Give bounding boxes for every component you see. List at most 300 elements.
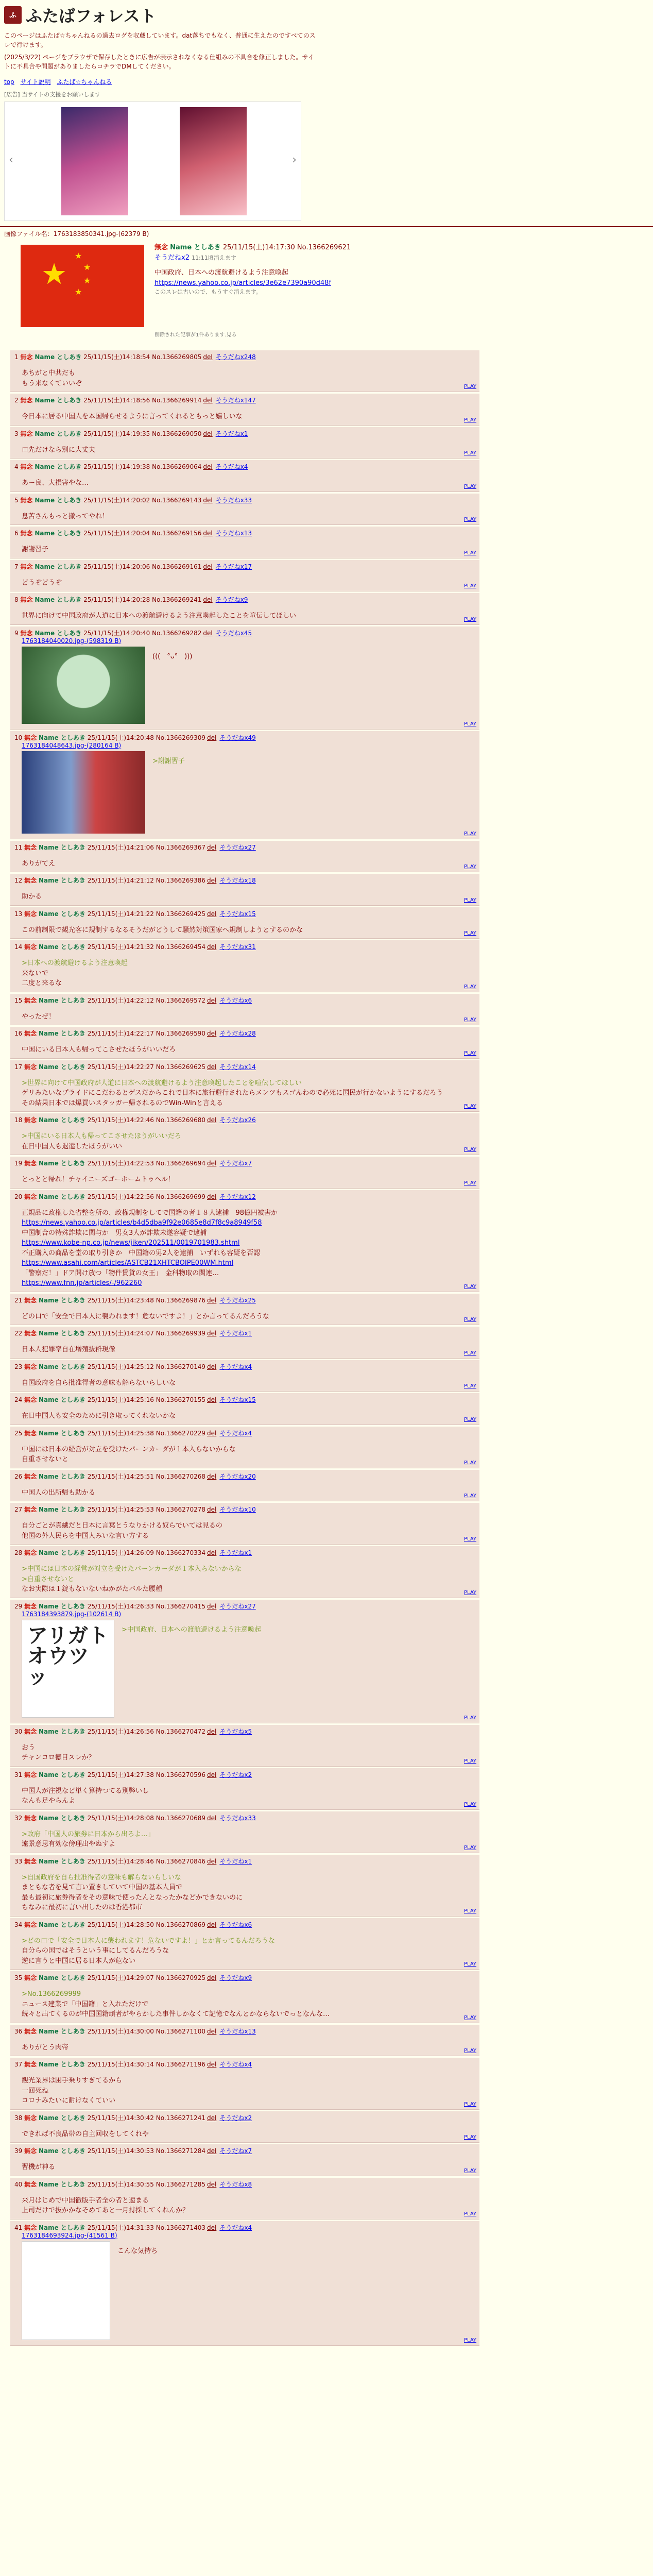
reply-content — [14, 852, 475, 869]
reply-del-link[interactable]: del — [207, 1771, 217, 1778]
reply-date[interactable]: 25/11/15(土)14:22:56 No.1366269699 — [87, 1193, 205, 1200]
reply-sod-link[interactable]: そうだねx28 — [219, 1030, 256, 1037]
reply-date[interactable]: 25/11/15(土)14:27:38 No.1366270596 — [87, 1771, 205, 1778]
reply-thumbnail[interactable] — [22, 2241, 110, 2340]
nav-futaba-link[interactable]: ふたば☆ちゃんねる — [57, 78, 112, 86]
reply-body — [110, 2246, 158, 2257]
reply-play-button[interactable]: PLAY — [463, 1493, 476, 1499]
reply-date[interactable]: 25/11/15(土)14:23:48 No.1366269876 — [87, 1296, 205, 1304]
reply-content — [14, 361, 475, 388]
reply-name: Name としあき — [38, 1771, 85, 1778]
reply-del-link[interactable]: del — [207, 877, 217, 884]
reply-sod-link[interactable]: そうだねx17 — [215, 563, 252, 570]
reply-date[interactable]: 25/11/15(土)14:29:07 No.1366270925 — [87, 1974, 205, 1981]
reply-file-link[interactable]: 1763184048643.jpg-(280164 B) — [22, 741, 122, 749]
reply-play-button[interactable]: PLAY — [463, 721, 476, 727]
reply-del-link[interactable]: del — [207, 943, 217, 951]
site-notice — [4, 31, 318, 71]
ad-carousel[interactable] — [4, 101, 301, 221]
reply-date[interactable]: 25/11/15(土)14:25:12 No.1366270149 — [87, 1363, 205, 1370]
reply-post — [10, 494, 479, 526]
reply-sod-link[interactable]: そうだねx33 — [219, 1814, 256, 1822]
reply-sod-link[interactable]: そうだねx5 — [219, 1727, 252, 1735]
reply-del-link[interactable]: del — [207, 2114, 217, 2122]
reply-line: 助かる — [22, 893, 42, 901]
reply-sod-link[interactable]: そうだねx4 — [219, 2224, 252, 2231]
reply-body — [14, 1989, 330, 2020]
reply-date[interactable]: 25/11/15(土)14:25:51 No.1366270268 — [87, 1472, 205, 1480]
reply-date[interactable]: 25/11/15(土)14:22:27 No.1366269625 — [87, 1063, 205, 1071]
reply-line: なんも足やらんよ — [22, 1797, 76, 1805]
reply-del-link[interactable]: del — [207, 2027, 217, 2035]
reply-play-button[interactable]: PLAY — [463, 930, 476, 936]
reply-body — [14, 445, 95, 455]
reply-name: Name としあき — [35, 563, 82, 570]
reply-meta — [14, 1029, 475, 1038]
reply-date[interactable]: 25/11/15(土)14:30:42 No.1366271241 — [87, 2114, 205, 2122]
reply-date[interactable]: 25/11/15(土)14:24:07 No.1366269939 — [87, 1330, 205, 1337]
reply-body — [14, 2129, 149, 2140]
reply-number: 34 — [14, 1921, 23, 1928]
reply-date[interactable]: 25/11/15(土)14:19:38 No.1366269064 — [83, 463, 202, 470]
reply-post — [10, 1546, 479, 1598]
reply-del-link[interactable]: del — [207, 1921, 217, 1928]
nav-about-link[interactable]: サイト説明 — [20, 78, 51, 86]
reply-meta — [14, 1505, 475, 1514]
reply-name: Name としあき — [38, 877, 85, 884]
reply-sod-link[interactable]: そうだねx14 — [219, 1063, 256, 1071]
reply-line: ニュース建業で「中国籍」と入れただけで — [22, 2000, 149, 2008]
reply-title: 無念 — [24, 1506, 37, 1513]
reply-date[interactable]: 25/11/15(土)14:22:17 No.1366269590 — [87, 1030, 205, 1037]
reply-number: 41 — [14, 2224, 23, 2231]
reply-number: 4 — [14, 463, 19, 470]
reply-number: 33 — [14, 1857, 23, 1865]
reply-del-link[interactable]: del — [203, 353, 213, 361]
reply-title: 無念 — [20, 463, 33, 470]
reply-del-link[interactable]: del — [207, 996, 217, 1004]
reply-del-link[interactable]: del — [207, 1160, 217, 1167]
reply-body — [145, 652, 192, 662]
reply-title: 無念 — [24, 1727, 37, 1735]
reply-url-link[interactable]: https://www.kobe-np.co.jp/news/jiken/202511/0019701983.shtml — [22, 1239, 240, 1247]
reply-date[interactable]: 25/11/15(土)14:20:48 No.1366269309 — [87, 734, 205, 741]
reply-play-button[interactable]: PLAY — [463, 616, 476, 622]
reply-date[interactable]: 25/11/15(土)14:21:22 No.1366269425 — [87, 910, 205, 918]
reply-play-button[interactable]: PLAY — [463, 2167, 476, 2174]
op-deleted-note[interactable]: 削除された記事が1件あります.見る — [154, 332, 237, 338]
op-file-link[interactable]: 画像ファイル名：1763183850341.jpg-(62379 B) — [4, 230, 149, 238]
reply-sod-link[interactable]: そうだねx15 — [219, 1396, 256, 1403]
reply-date[interactable]: 25/11/15(土)14:18:54 No.1366269805 — [83, 353, 202, 361]
reply-number: 13 — [14, 910, 23, 918]
reply-del-link[interactable]: del — [203, 563, 213, 570]
reply-post — [10, 841, 479, 873]
reply-play-button[interactable]: PLAY — [463, 450, 476, 456]
ad-next-icon[interactable]: › — [292, 154, 297, 166]
reply-sod-link[interactable]: そうだねx6 — [219, 1921, 252, 1928]
reply-sod-link[interactable]: そうだねx1 — [219, 1549, 252, 1556]
reply-content — [14, 404, 475, 422]
reply-date[interactable]: 25/11/15(土)14:20:40 No.1366269282 — [83, 629, 202, 637]
reply-play-button[interactable]: PLAY — [463, 1908, 476, 1914]
site-logo[interactable]: ふ — [4, 6, 22, 24]
reply-date[interactable]: 25/11/15(土)14:21:32 No.1366269454 — [87, 943, 205, 951]
reply-date[interactable]: 25/11/15(土)14:22:12 No.1366269572 — [87, 996, 205, 1004]
reply-play-button[interactable]: PLAY — [463, 2014, 476, 2021]
reply-number: 24 — [14, 1396, 23, 1403]
reply-meta — [14, 595, 475, 604]
reply-number: 9 — [14, 629, 19, 637]
op-title: 無念 — [154, 244, 168, 251]
reply-del-link[interactable]: del — [203, 596, 213, 603]
reply-del-link[interactable]: del — [207, 1429, 217, 1437]
reply-thumbnail[interactable] — [22, 1620, 114, 1718]
reply-content — [14, 1736, 475, 1763]
reply-play-button[interactable]: PLAY — [463, 1050, 476, 1056]
reply-body — [14, 2196, 189, 2216]
reply-date[interactable]: 25/11/15(土)14:28:08 No.1366270689 — [87, 1814, 205, 1822]
reply-meta — [14, 1857, 475, 1866]
reply-content — [14, 1201, 475, 1289]
reply-date[interactable]: 25/11/15(土)14:18:56 No.1366269914 — [83, 397, 202, 404]
reply-sod-link[interactable]: そうだねx49 — [219, 734, 256, 741]
reply-del-link[interactable]: del — [207, 734, 217, 741]
reply-title: 無念 — [24, 843, 37, 851]
reply-date[interactable]: 25/11/15(土)14:26:56 No.1366270472 — [87, 1727, 205, 1735]
reply-file-link[interactable]: 1763184040020.jpg-(598319 B) — [22, 637, 122, 645]
reply-play-button[interactable]: PLAY — [463, 831, 476, 837]
reply-play-button[interactable]: PLAY — [463, 384, 476, 389]
reply-post — [10, 1294, 479, 1326]
reply-number: 38 — [14, 2114, 23, 2122]
reply-sod-link[interactable]: そうだねx8 — [219, 2180, 252, 2188]
flag-small-star-icon: ★ — [75, 251, 82, 261]
reply-title: 無念 — [24, 1193, 37, 1200]
reply-play-button[interactable]: PLAY — [463, 1961, 476, 1967]
reply-del-link[interactable]: del — [207, 1506, 217, 1513]
reply-play-button[interactable]: PLAY — [463, 517, 476, 522]
reply-name: Name としあき — [35, 530, 82, 537]
reply-date[interactable]: 25/11/15(土)14:31:33 No.1366271403 — [87, 2224, 205, 2231]
reply-sod-link[interactable]: そうだねx13 — [215, 530, 252, 537]
reply-name: Name としあき — [38, 1974, 85, 1981]
reply-post — [10, 940, 479, 992]
reply-number: 3 — [14, 430, 19, 437]
reply-play-button[interactable]: PLAY — [463, 2134, 476, 2140]
reply-play-button[interactable]: PLAY — [463, 1844, 476, 1851]
reply-del-link[interactable]: del — [207, 1549, 217, 1556]
reply-date[interactable]: 25/11/15(土)14:21:12 No.1366269386 — [87, 877, 205, 884]
reply-sod-link[interactable]: そうだねx4 — [219, 1363, 252, 1370]
reply-del-link[interactable]: del — [207, 843, 217, 851]
reply-del-link[interactable]: del — [207, 1116, 217, 1124]
reply-play-button[interactable]: PLAY — [463, 897, 476, 903]
reply-del-link[interactable]: del — [207, 1857, 217, 1865]
reply-sod-link[interactable]: そうだねx248 — [215, 353, 256, 361]
reply-sod-link[interactable]: そうだねx4 — [215, 463, 248, 470]
reply-del-link[interactable]: del — [207, 1727, 217, 1735]
reply-del-link[interactable]: del — [207, 1472, 217, 1480]
reply-line: ちなみに最初に言い出したのは香港都市 — [22, 1904, 143, 1911]
reply-post — [10, 1725, 479, 1767]
reply-del-link[interactable]: del — [207, 1063, 217, 1071]
reply-number: 2 — [14, 397, 19, 404]
reply-sod-link[interactable]: そうだねx1 — [215, 430, 248, 437]
reply-del-link[interactable]: del — [207, 1296, 217, 1304]
reply-file-link[interactable]: 1763184693924.jpg-(41561 B) — [22, 2231, 117, 2239]
reply-date[interactable]: 25/11/15(土)14:19:35 No.1366269050 — [83, 430, 202, 437]
reply-date[interactable]: 25/11/15(土)14:26:33 No.1366270415 — [87, 1602, 205, 1610]
reply-title: 無念 — [24, 1030, 37, 1037]
reply-play-button[interactable]: PLAY — [463, 2337, 476, 2343]
reply-del-link[interactable]: del — [207, 2147, 217, 2155]
reply-date[interactable]: 25/11/15(土)14:30:55 No.1366271285 — [87, 2180, 205, 2188]
op-body — [154, 243, 463, 297]
reply-line: コロナみたいに耐けなくていい — [22, 2097, 116, 2105]
reply-name: Name としあき — [38, 1602, 85, 1610]
reply-sod-link[interactable]: そうだねx20 — [219, 1472, 256, 1480]
reply-content — [14, 1481, 475, 1498]
top-nav — [4, 77, 649, 86]
reply-content — [14, 1866, 475, 1913]
reply-del-link[interactable]: del — [207, 1602, 217, 1610]
reply-sod-link[interactable]: そうだねx26 — [219, 1116, 256, 1124]
reply-sod-link[interactable]: そうだねx18 — [219, 877, 256, 884]
reply-meta — [14, 1770, 475, 1779]
reply-meta — [14, 1395, 475, 1404]
reply-play-button[interactable]: PLAY — [463, 1383, 476, 1389]
ad-banner-2[interactable] — [180, 107, 247, 215]
reply-line: 来ないで — [22, 969, 49, 977]
reply-date[interactable]: 25/11/15(土)14:20:28 No.1366269241 — [83, 596, 202, 603]
reply-sod-link[interactable]: そうだねx4 — [219, 2061, 252, 2068]
reply-play-button[interactable]: PLAY — [463, 2101, 476, 2107]
reply-play-button[interactable]: PLAY — [463, 1536, 476, 1542]
reply-sod-link[interactable]: そうだねx6 — [219, 996, 252, 1004]
reply-date[interactable]: 25/11/15(土)14:30:00 No.1366271100 — [87, 2027, 205, 2035]
reply-date[interactable]: 25/11/15(土)14:26:09 No.1366270334 — [87, 1549, 205, 1556]
reply-sod-link[interactable]: そうだねx25 — [219, 1296, 256, 1304]
reply-thumbnail[interactable] — [22, 751, 145, 834]
reply-sod-link[interactable]: そうだねx27 — [219, 843, 256, 851]
reply-meta — [14, 1814, 475, 1822]
ad-prev-icon[interactable]: ‹ — [9, 154, 13, 166]
reply-sod-link[interactable]: そうだねx147 — [215, 397, 256, 404]
reply-body — [14, 958, 128, 989]
reply-meta — [14, 396, 475, 404]
reply-play-button[interactable]: PLAY — [463, 864, 476, 870]
op-link[interactable]: https://news.yahoo.co.jp/articles/3e62e7390a90d48f — [154, 279, 332, 287]
reply-title: 無念 — [24, 2224, 37, 2231]
reply-content — [14, 885, 475, 902]
reply-name: Name としあき — [35, 353, 82, 361]
reply-del-link[interactable]: del — [207, 2180, 217, 2188]
reply-sod-link[interactable]: そうだねx7 — [219, 2147, 252, 2155]
reply-del-link[interactable]: del — [207, 910, 217, 918]
reply-content — [14, 471, 475, 488]
reply-content — [14, 1005, 475, 1022]
reply-number: 14 — [14, 943, 23, 951]
reply-body — [14, 925, 303, 936]
reply-sod-link[interactable]: そうだねx2 — [219, 2114, 252, 2122]
reply-post — [10, 1157, 479, 1189]
reply-url-link[interactable]: https://news.yahoo.co.jp/articles/b4d5dba9f92e0685e8d7f8c9a8949f58 — [22, 1219, 262, 1227]
reply-post — [10, 560, 479, 592]
reply-play-button[interactable]: PLAY — [463, 1317, 476, 1323]
reply-url-link[interactable]: https://www.fnn.jp/articles/-/962260 — [22, 1279, 142, 1287]
reply-date[interactable]: 25/11/15(土)14:22:46 No.1366269680 — [87, 1116, 205, 1124]
reply-name: Name としあき — [38, 1921, 85, 1928]
reply-date[interactable]: 25/11/15(土)14:20:04 No.1366269156 — [83, 530, 202, 537]
reply-del-link[interactable]: del — [207, 1030, 217, 1037]
op-image[interactable] — [21, 245, 144, 327]
reply-play-button[interactable]: PLAY — [463, 1104, 476, 1109]
reply-play-button[interactable]: PLAY — [463, 1715, 476, 1721]
reply-sod-link[interactable]: そうだねx9 — [219, 1974, 252, 1981]
reply-del-link[interactable]: del — [207, 1396, 217, 1403]
reply-play-button[interactable]: PLAY — [463, 1758, 476, 1764]
reply-play-button[interactable]: PLAY — [463, 1283, 476, 1290]
flag-small-star-icon: ★ — [83, 262, 91, 272]
reply-body — [14, 512, 109, 522]
site-name[interactable]: ふたばフォレスト — [26, 6, 157, 26]
reply-sod-link[interactable]: そうだねx7 — [219, 1160, 252, 1167]
reply-line: この前制限で観光客に規制するなるそうだがどうして騒然対策国家へ規制しようとするのかな — [22, 926, 303, 934]
reply-del-link[interactable]: del — [207, 1363, 217, 1370]
reply-del-link[interactable]: del — [207, 1814, 217, 1822]
reply-body — [14, 1445, 236, 1465]
reply-date[interactable]: 25/11/15(土)14:21:06 No.1366269367 — [87, 843, 205, 851]
reply-sod-link[interactable]: そうだねx10 — [219, 1506, 256, 1513]
reply-play-button[interactable]: PLAY — [463, 1589, 476, 1596]
reply-body — [14, 2043, 68, 2053]
reply-del-link[interactable]: del — [207, 2061, 217, 2068]
reply-sod-link[interactable]: そうだねx33 — [215, 496, 252, 504]
reply-del-link[interactable]: del — [207, 1330, 217, 1337]
reply-play-button[interactable]: PLAY — [463, 1460, 476, 1466]
reply-sod-link[interactable]: そうだねx13 — [219, 2027, 256, 2035]
reply-meta — [14, 1472, 475, 1481]
reply-number: 16 — [14, 1030, 23, 1037]
reply-line: 一回死ね — [22, 2087, 49, 2095]
reply-content — [14, 1557, 475, 1595]
reply-date[interactable]: 25/11/15(土)14:20:06 No.1366269161 — [83, 563, 202, 570]
op-sod[interactable]: そうだねx2 — [154, 253, 190, 262]
flag-small-star-icon: ★ — [75, 287, 82, 297]
reply-content — [14, 918, 475, 936]
reply-number: 23 — [14, 1363, 23, 1370]
reply-line: 在日中国人も安全のために引き取ってくれないかな — [22, 1412, 176, 1420]
reply-content — [14, 2189, 475, 2216]
reply-play-button[interactable]: PLAY — [463, 1017, 476, 1023]
reply-quote-line: >日本への渡航避けるよう注意喚起 — [22, 959, 128, 967]
reply-sod-link[interactable]: そうだねx1 — [219, 1330, 252, 1337]
reply-date[interactable]: 25/11/15(土)14:25:38 No.1366270229 — [87, 1429, 205, 1437]
reply-play-button[interactable]: PLAY — [463, 984, 476, 990]
reply-body — [14, 2076, 122, 2106]
reply-name: Name としあき — [38, 1814, 85, 1822]
reply-date[interactable]: 25/11/15(土)14:30:14 No.1366271196 — [87, 2061, 205, 2068]
reply-date[interactable]: 25/11/15(土)14:25:53 No.1366270278 — [87, 1506, 205, 1513]
reply-del-link[interactable]: del — [203, 430, 213, 437]
reply-play-button[interactable]: PLAY — [463, 417, 476, 423]
reply-del-link[interactable]: del — [203, 629, 213, 637]
reply-del-link[interactable]: del — [207, 2224, 217, 2231]
reply-sod-link[interactable]: そうだねx12 — [219, 1193, 256, 1200]
reply-line: 中国人の出所帰も助かる — [22, 1488, 96, 1497]
reply-body — [14, 412, 243, 422]
reply-content — [14, 2155, 475, 2173]
reply-del-link[interactable]: del — [203, 463, 213, 470]
reply-content — [14, 604, 475, 621]
reply-sod-link[interactable]: そうだねx15 — [219, 910, 256, 918]
ad-banner-1[interactable] — [61, 107, 128, 215]
reply-sod-link[interactable]: そうだねx1 — [219, 1857, 252, 1865]
reply-thumbnail[interactable] — [22, 647, 145, 724]
reply-date[interactable]: 25/11/15(土)14:30:53 No.1366271284 — [87, 2147, 205, 2155]
reply-play-button[interactable]: PLAY — [463, 1180, 476, 1186]
reply-sod-link[interactable]: そうだねx9 — [215, 596, 248, 603]
reply-sod-link[interactable]: そうだねx45 — [215, 629, 252, 637]
reply-play-button[interactable]: PLAY — [463, 1147, 476, 1153]
reply-play-button[interactable]: PLAY — [463, 1350, 476, 1356]
reply-del-link[interactable]: del — [203, 496, 213, 504]
reply-line: 今日本に居る中国人を本国帰らせるように言ってくれるともっと嬉しいな — [22, 413, 243, 420]
reply-content — [14, 1929, 475, 1967]
reply-play-button[interactable]: PLAY — [463, 550, 476, 556]
reply-title: 無念 — [24, 877, 37, 884]
reply-sod-link[interactable]: そうだねx27 — [219, 1602, 256, 1610]
reply-line: 息苦さんもっと撤ってやれ！ — [22, 512, 109, 520]
reply-date[interactable]: 25/11/15(土)14:20:02 No.1366269143 — [83, 496, 202, 504]
reply-line: 日本人犯罪率自在増殖抜群現像 — [22, 1346, 116, 1353]
reply-number: 22 — [14, 1330, 23, 1337]
reply-url-link[interactable]: https://www.asahi.com/articles/ASTCB21XHTCBOIPE00WM.html — [22, 1259, 234, 1267]
reply-play-button[interactable]: PLAY — [463, 583, 476, 589]
reply-date[interactable]: 25/11/15(土)14:28:46 No.1366270846 — [87, 1857, 205, 1865]
reply-number: 27 — [14, 1506, 23, 1513]
reply-name: Name としあき — [38, 1429, 85, 1437]
reply-body — [14, 1488, 95, 1498]
reply-play-button[interactable]: PLAY — [463, 2211, 476, 2217]
reply-body — [14, 1345, 115, 1355]
reply-file-link[interactable]: 1763184393879.jpg-(102614 B) — [22, 1610, 122, 1618]
reply-content — [14, 645, 475, 726]
reply-sod-link[interactable]: そうだねx2 — [219, 1771, 252, 1778]
reply-title: 無念 — [20, 563, 33, 570]
reply-play-button[interactable]: PLAY — [463, 1801, 476, 1807]
reply-date[interactable]: 25/11/15(土)14:22:53 No.1366269694 — [87, 1160, 205, 1167]
reply-body — [14, 578, 62, 588]
reply-title: 無念 — [24, 1330, 37, 1337]
reply-date[interactable]: 25/11/15(土)14:28:50 No.1366270869 — [87, 1921, 205, 1928]
reply-del-link[interactable]: del — [203, 530, 213, 537]
reply-play-button[interactable]: PLAY — [463, 1416, 476, 1422]
reply-content — [14, 1038, 475, 1055]
nav-top-link[interactable]: top — [4, 78, 14, 86]
reply-play-button[interactable]: PLAY — [463, 483, 476, 489]
reply-del-link[interactable]: del — [207, 1193, 217, 1200]
reply-del-link[interactable]: del — [203, 397, 213, 404]
reply-del-link[interactable]: del — [207, 1974, 217, 1981]
reply-play-button[interactable]: PLAY — [463, 2048, 476, 2054]
reply-date[interactable]: 25/11/15(土)14:25:16 No.1366270155 — [87, 1396, 205, 1403]
reply-sod-link[interactable]: そうだねx31 — [219, 943, 256, 951]
reply-sod-link[interactable]: そうだねx4 — [219, 1429, 252, 1437]
reply-name: Name としあき — [38, 1472, 85, 1480]
reply-body — [14, 1208, 278, 1289]
